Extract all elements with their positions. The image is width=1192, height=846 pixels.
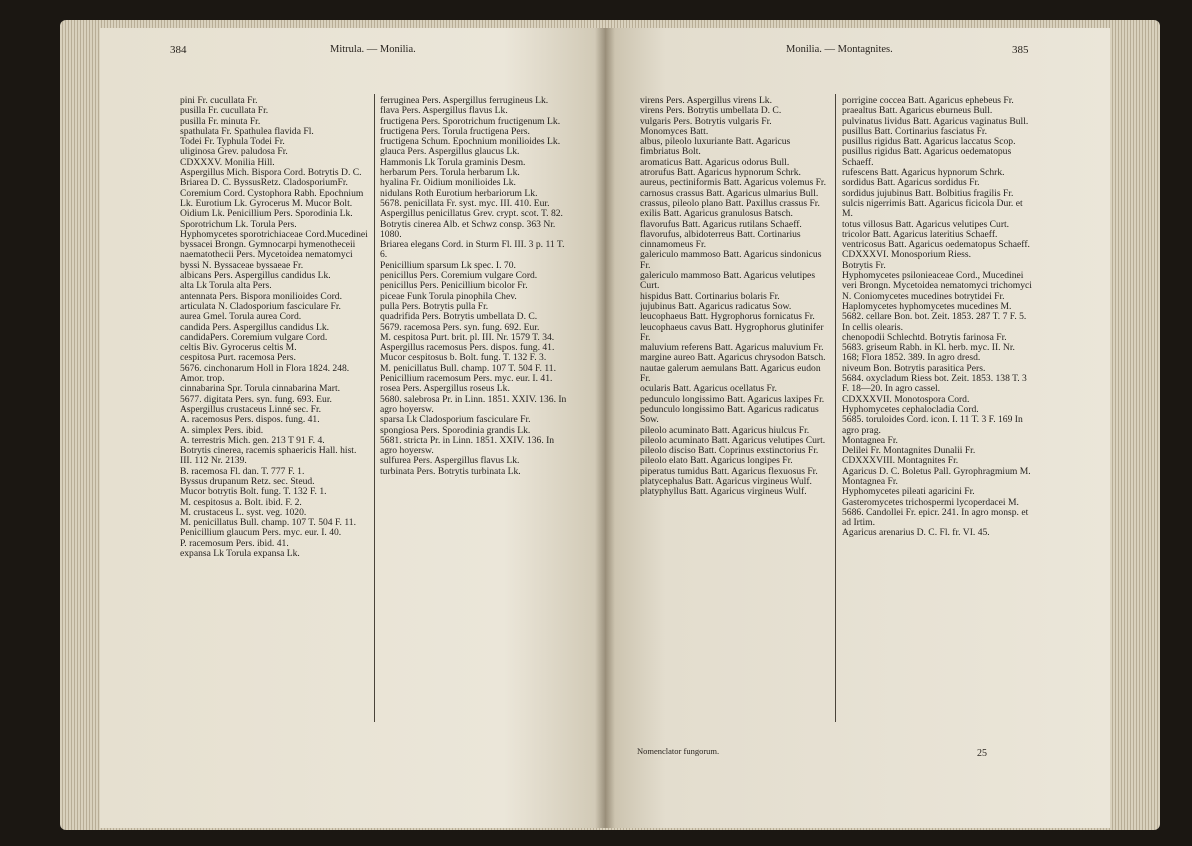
entry-line: Botrytis cinerea Alb. et Schwz consp. 363 Nr. 1080. bbox=[380, 218, 556, 240]
entry-line: flavorufus, albidoterreus Batt. Cortinarius cinnamomeus Fr. bbox=[640, 228, 801, 251]
entry-line: sulcis nigerrimis Batt. Agaricus ficicola Dur. et M. bbox=[842, 197, 1023, 220]
entry-line: 5686. Candollei Fr. epicr. 241. In agro monsp. et ad Irtim. bbox=[842, 506, 1029, 529]
entry-line: pusillus rigidus Batt. Agaricus laccatus Scop. bbox=[842, 136, 1016, 148]
right-page-number: 385 bbox=[1012, 44, 1029, 56]
entry-line: M. cespitosa Purt. brit. pl. III. Nr. 1579 T. 34. bbox=[380, 331, 555, 343]
book-gutter bbox=[595, 28, 615, 828]
entry-line: pini Fr. cucullata Fr. bbox=[180, 96, 258, 106]
left-column-2 bbox=[380, 96, 570, 796]
entry-line: pulla Pers. Botrytis pulla Fr. bbox=[380, 300, 489, 312]
entry-line: nautae galerum aemulans Batt. Agaricus eudon Fr. bbox=[640, 362, 821, 385]
entry-line: hispidus Batt. Cortinarius bolaris Fr. bbox=[640, 290, 780, 302]
entry-line: 5676. cinchonarum Holl in Flora 1824. 248. Amor. trop. bbox=[180, 362, 350, 385]
entry-line: spathulata Fr. Spathulea flavida Fl. bbox=[180, 125, 314, 137]
entry-line: rosea Pers. Aspergillus roseus Lk. bbox=[380, 383, 510, 395]
entry-line: aurea Gmel. Torula aurea Cord. bbox=[180, 311, 302, 323]
entry-line: pileolo acuminato Batt. Agaricus hiulcus Fr. bbox=[640, 424, 810, 436]
entry-line: Byssus drupanum Retz. sec. Steud. bbox=[180, 475, 315, 487]
entry-line: A. simplex Pers. ibid. bbox=[180, 424, 264, 436]
entry-line: fructigena Pers. Torula fructigena Pers. bbox=[380, 125, 530, 137]
entry-line: piceae Funk Torula pinophila Chev. bbox=[380, 290, 517, 302]
entry-line: spongiosa Pers. Sporodinia grandis Lk. bbox=[380, 424, 531, 436]
entry-line: hyalina Fr. Oidium monilioides Lk. bbox=[380, 177, 516, 189]
entry-line: M. crustaceus L. syst. veg. 1020. bbox=[180, 506, 307, 518]
entry-line: vulgaris Pers. Botrytis vulgaris Fr. bbox=[640, 115, 772, 127]
entry-line: B. racemosa Fl. dan. T. 777 F. 1. bbox=[180, 465, 305, 477]
entry-line: 5678. penicillata Fr. syst. myc. III. 410. Eur. bbox=[380, 197, 550, 209]
entry-line: flavorufus Batt. Agaricus rutilans Schaeff. bbox=[640, 218, 802, 230]
entry-line: articulata N. Cladosporium fasciculare Fr. bbox=[180, 300, 341, 312]
entry-line: Agaricus arenarius D. C. Fl. fr. VI. 45. bbox=[842, 527, 990, 539]
entry-line: Delilei Fr. Montagnites Dunalii Fr. bbox=[842, 445, 976, 457]
entry-line: albus, pileolo luxuriante Batt. Agaricus fimbriatus Bolt. bbox=[640, 136, 791, 158]
entry-line: 5681. stricta Pr. in Linn. 1851. XXIV. 136. In agro hoyersw. bbox=[380, 434, 555, 457]
entry-line: Agaricus D. C. Boletus Pall. Gyrophragmium M. Montagnea Fr. bbox=[842, 465, 1031, 487]
entry-line: penicillus Pers. Coremium vulgare Cord. bbox=[380, 270, 538, 282]
entry-line: pusillus rigidus Batt. Agaricus oedematopus Schaeff. bbox=[842, 146, 1012, 168]
entry-line: Mucor botrytis Bolt. fung. T. 132 F. 1. bbox=[180, 486, 327, 498]
entry-line: atrorufus Batt. Agaricus hypnorum Schrk. bbox=[640, 167, 801, 179]
entry-line: herbarum Pers. Torula herbarum Lk. bbox=[380, 167, 520, 179]
left-page-number: 384 bbox=[170, 44, 187, 56]
entry-line: Hyphomycetes psilonieaceae Cord., Mucedinei veri Brongn. Mycetoidea nematomyci trichomyci N. Coniomycetes mucedines botrytidei Fr. Haplomycetes hyphomycetes mucedines M. bbox=[842, 270, 1032, 312]
entry-line: pusillus Batt. Cortinarius fasciatus Fr. bbox=[842, 125, 987, 137]
entry-line: Penicillium glaucum Pers. myc. eur. I. 40. bbox=[180, 527, 342, 539]
left-column-rule bbox=[374, 94, 375, 722]
entry-line: pulvinatus lividus Batt. Agaricus vaginatus Bull. bbox=[842, 115, 1029, 127]
left-column-1 bbox=[180, 96, 370, 796]
entry-line: leucophaeus cavus Batt. Hygrophorus glutinifer Fr. bbox=[640, 321, 824, 343]
entry-line: margine aureo Batt. Agaricus chrysodon Batsch. bbox=[640, 352, 826, 364]
entry-line: expansa Lk Torula expansa Lk. bbox=[180, 548, 300, 560]
entry-line: fructigena Pers. Sporotrichum fructigenum Lk. bbox=[380, 115, 561, 127]
entry-line: tricolor Batt. Agaricus lateritius Schaeff. bbox=[842, 228, 998, 240]
right-column-rule bbox=[835, 94, 836, 722]
entry-line: antennata Pers. Bispora monilioides Cord. bbox=[180, 290, 343, 302]
entry-line: praealtus Batt. Agaricus eburneus Bull. bbox=[842, 105, 993, 117]
entry-line: quadrifida Pers. Botrytis umbellata D. C. bbox=[380, 311, 538, 323]
entry-line: sulfurea Pers. Aspergillus flavus Lk. bbox=[380, 455, 520, 467]
entry-line: alta Lk Torula alta Pers. bbox=[180, 280, 272, 292]
entry-line: 5677. digitata Pers. syn. fung. 693. Eur. bbox=[180, 393, 332, 405]
entry-line: chenopodii Schlechtd. Botrytis farinosa Fr. bbox=[842, 331, 1007, 343]
entry-line: A. terrestris Mich. gen. 213 T 91 F. 4. bbox=[180, 434, 325, 446]
entry-line: Hyphomycetes sporotrichiaceae Cord.Mucedinei byssacei Brongn. Gymnocarpi hymenotheceii naematothecii Pers. Mycetoidea nematomyci byssi N. Byssaceae byssaeae Fr. bbox=[180, 228, 368, 271]
entry-line: Aspergillus penicillatus Grev. crypt. scot. T. 82. bbox=[380, 208, 563, 220]
entry-line: Penicillium sparsum Lk spec. I. 70. bbox=[380, 259, 516, 271]
entry-line: maluvium referens Batt. Agaricus maluvium Fr. bbox=[640, 342, 824, 354]
entry-line: M. penicillatus Bull. champ. 107 T. 504 F. 11. bbox=[180, 517, 356, 529]
entry-line: Aspergillus crustaceus Linné sec. Fr. bbox=[180, 403, 322, 415]
entry-line: CDXXXVII. Monotospora Cord. bbox=[842, 393, 970, 405]
entry-line: penicillus Pers. Penicillium bicolor Fr. bbox=[380, 280, 528, 292]
entry-line: Mucor cespitosus b. Bolt. fung. T. 132 F. 3. bbox=[380, 352, 547, 364]
footnote: Nomenclator fungorum. bbox=[637, 746, 720, 756]
entry-line: A. racemosus Pers. dispos. fung. 41. bbox=[180, 414, 320, 426]
entry-line: Penicillium racemosum Pers. myc. eur. I. 41. bbox=[380, 373, 553, 385]
entry-line: albicans Pers. Aspergillus candidus Lk. bbox=[180, 270, 331, 282]
entry-line: candida Pers. Aspergillus candidus Lk. bbox=[180, 321, 330, 333]
entry-line: sordidus jujubinus Batt. Bolbitius fragilis Fr. bbox=[842, 187, 1014, 199]
entry-line: turbinata Pers. Botrytis turbinata Lk. bbox=[380, 465, 521, 477]
entry-line: uliginosa Grev. paludosa Fr. bbox=[180, 146, 288, 158]
entry-line: pusilla Fr. cucullata Fr. bbox=[180, 105, 269, 117]
entry-line: flava Pers. Aspergillus flavus Lk. bbox=[380, 105, 508, 117]
entry-line: nidulans Roth Eurotium herbariorum Lk. bbox=[380, 187, 538, 199]
entry-line: pusilla Fr. minuta Fr. bbox=[180, 115, 261, 127]
entry-line: piperatus tumidus Batt. Agaricus flexuosus Fr. bbox=[640, 465, 818, 477]
entry-line: Botrytis Fr. bbox=[842, 259, 886, 271]
entry-line: galericulo mammoso Batt. Agaricus sindonicus Fr. bbox=[640, 249, 822, 271]
entry-line: pedunculo longissimo Batt. Agaricus radicatus Sow. bbox=[640, 403, 819, 426]
entry-line: ventricosus Batt. Agaricus oedematopus Schaeff. bbox=[842, 239, 1030, 251]
entry-line: fructigena Schum. Epochnium monilioides Lk. bbox=[380, 136, 561, 148]
entry-line: porrigine coccea Batt. Agaricus ephebeus Fr. bbox=[842, 96, 1014, 106]
entry-line: niveum Bon. Botrytis parasitica Pers. bbox=[842, 362, 986, 374]
entry-line: Hammonis Lk Torula graminis Desm. bbox=[380, 156, 526, 168]
entry-line: Monomyces Batt. bbox=[640, 125, 709, 137]
entry-line: Hyphomycetes pileati agaricini Fr. Gasteromycetes trichospermi lycoperdacei M. bbox=[842, 486, 1019, 508]
entry-line: Aspergillus racemosus Pers. dispos. fung. 41. bbox=[380, 342, 555, 354]
entry-line: virens Pers. Aspergillus virens Lk. bbox=[640, 96, 772, 106]
entry-line: exilis Batt. Agaricus granulosus Batsch. bbox=[640, 208, 793, 220]
entry-line: P. racemosum Pers. ibid. 41. bbox=[180, 537, 289, 549]
entry-line: Montagnea Fr. bbox=[842, 434, 898, 446]
right-running-head: Monilia. — Montagnites. bbox=[786, 44, 893, 55]
entry-line: Hyphomycetes cephalocladia Cord. bbox=[842, 403, 979, 415]
entry-line: pileolo acuminato Batt. Agaricus velutipes Curt. bbox=[640, 434, 826, 446]
entry-line: ocularis Batt. Agaricus ocellatus Fr. bbox=[640, 383, 777, 395]
entry-line: cespitosa Purt. racemosa Pers. bbox=[180, 352, 296, 364]
entry-line: Aspergillus Mich. Bispora Cord. Botrytis D. C. Briarea D. C. ByssusRetz. CladosporiumFr. Coremium Cord. Cystophora Rabh. Epochnium Lk. Eurotium Lk. Gyrocerus M. Mucor Bolt. Oidium Lk. Penicillium Pers. Sporodinia Lk. Sporotrichum Lk. Torula Pers. bbox=[180, 167, 364, 230]
entry-line: M. cespitosus a. Bolt. ibid. F. 2. bbox=[180, 496, 302, 508]
entry-line: totus villosus Batt. Agaricus velutipes Curt. bbox=[842, 218, 1010, 230]
entry-line: platyphyllus Batt. Agaricus virgineus Wulf. bbox=[640, 486, 807, 498]
entry-line: 5685. toruloides Cord. icon. I. 11 T. 3 F. 169 In agro prag. bbox=[842, 414, 1023, 436]
entry-line: aureus, pectiniformis Batt. Agaricus volemus Fr. bbox=[640, 177, 826, 189]
entry-line: sordidus Batt. Agaricus sordidus Fr. bbox=[842, 177, 980, 189]
entry-line: 5679. racemosa Pers. syn. fung. 692. Eur. bbox=[380, 321, 540, 333]
entry-line: 5682. cellare Bon. bot. Zeit. 1853. 287 T. 7 F. 5. In cellis olearis. bbox=[842, 311, 1027, 333]
entry-line: carnosus crassus Batt. Agaricus ulmarius Bull. bbox=[640, 187, 819, 199]
entry-line: jujubinus Batt. Agaricus radicatus Sow. bbox=[640, 300, 792, 312]
entry-line: sparsa Lk Cladosporium fasciculare Fr. bbox=[380, 414, 531, 426]
entry-line: Botrytis cinerea, racemis sphaericis Hall. hist. III. 112 Nr. 2139. bbox=[180, 445, 357, 467]
entry-line: rufescens Batt. Agaricus hypnorum Schrk. bbox=[842, 167, 1005, 179]
entry-line: leucophaeus Batt. Hygrophorus fornicatus Fr. bbox=[640, 311, 815, 323]
entry-line: galericulo mammoso Batt. Agaricus velutipes Curt. bbox=[640, 270, 816, 292]
entry-line: CDXXXV. Monilia Hill. bbox=[180, 156, 275, 168]
entry-line: candidaPers. Coremium vulgare Cord. bbox=[180, 331, 328, 343]
entry-line: platycephalus Batt. Agaricus virgineus Wulf. bbox=[640, 475, 812, 487]
entry-line: cinnabarina Spr. Torula cinnabarina Mart. bbox=[180, 383, 341, 395]
right-column-2 bbox=[842, 96, 1032, 796]
entry-line: pileolo elato Batt. Agaricus longipes Fr. bbox=[640, 455, 793, 467]
entry-line: 5680. salebrosa Pr. in Linn. 1851. XXIV. 136. In agro hoyersw. bbox=[380, 393, 567, 415]
signature-mark: 25 bbox=[977, 748, 987, 759]
entry-line: pedunculo longissimo Batt. Agaricus laxipes Fr. bbox=[640, 393, 825, 405]
entry-line: glauca Pers. Aspergillus glaucus Lk. bbox=[380, 146, 520, 158]
left-running-head: Mitrula. — Monilia. bbox=[330, 44, 416, 55]
entry-line: M. penicillatus Bull. champ. 107 T. 504 F. 11. bbox=[380, 362, 556, 374]
entry-line: aromaticus Batt. Agaricus odorus Bull. bbox=[640, 156, 790, 168]
entry-line: crassus, pileolo plano Batt. Paxillus crassus Fr. bbox=[640, 197, 820, 209]
entry-line: Todei Fr. Typhula Todei Fr. bbox=[180, 136, 285, 148]
right-column-1 bbox=[640, 96, 830, 796]
entry-line: CDXXXVI. Monosporium Riess. bbox=[842, 249, 971, 261]
entry-line: Briarea elegans Cord. in Sturm Fl. III. 3 p. 11 T. 6. bbox=[380, 239, 565, 261]
entry-line: 5683. griseum Rabh. in Kl. herb. myc. II. Nr. 168; Flora 1852. 389. In agro dresd. bbox=[842, 342, 1015, 364]
entry-line: ferruginea Pers. Aspergillus ferrugineus Lk. bbox=[380, 96, 549, 106]
entry-line: virens Pers. Botrytis umbellata D. C. bbox=[640, 105, 782, 117]
entry-line: 5684. oxycladum Riess bot. Zeit. 1853. 138 T. 3 F. 18—20. In agro cassel. bbox=[842, 373, 1027, 395]
entry-line: celtis Biv. Gyrocerus celtis M. bbox=[180, 342, 297, 354]
entry-line: pileolo disciso Batt. Coprinus exstinctorius Fr. bbox=[640, 445, 819, 457]
entry-line: CDXXXVIII. Montagnites Fr. bbox=[842, 455, 959, 467]
